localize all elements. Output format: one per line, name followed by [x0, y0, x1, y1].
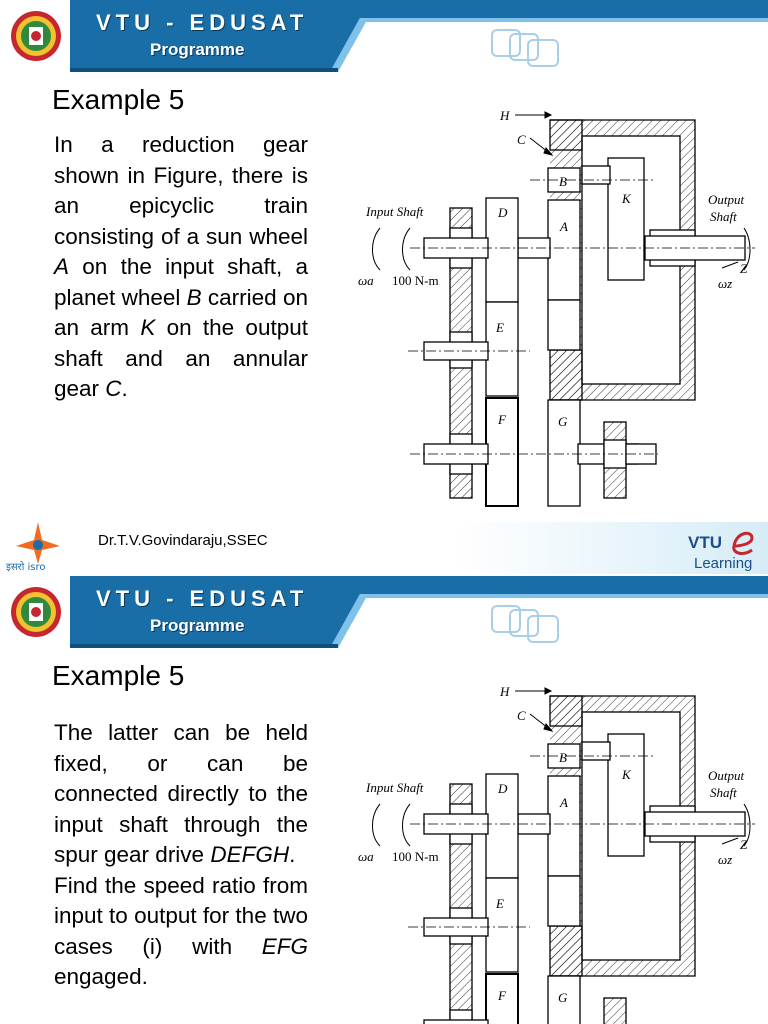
- slide-heading: Example 5: [52, 84, 185, 115]
- label-d: D: [498, 781, 508, 796]
- label-output-shaft-2: Shaft: [710, 209, 737, 224]
- label-output-shaft-1: Output: [708, 192, 745, 207]
- banner-subtitle: Programme: [150, 616, 245, 635]
- vtu-emblem-icon: [10, 586, 62, 638]
- label-a: A: [560, 795, 568, 810]
- isro-logo-icon: [4, 520, 72, 572]
- label-a: A: [560, 219, 568, 234]
- label-k: K: [622, 191, 631, 206]
- slide-footer: [0, 518, 768, 576]
- svg-text:इसरो isro: इसरो isro: [6, 562, 46, 572]
- label-k: K: [622, 767, 631, 782]
- label-input-shaft: Input Shaft: [366, 780, 424, 795]
- label-d: D: [498, 205, 508, 220]
- label-g: G: [558, 990, 568, 1005]
- label-z: Z: [740, 261, 748, 276]
- banner-title: VTU - EDUSAT: [96, 586, 309, 611]
- slide-heading: Example 5: [52, 660, 185, 691]
- label-omega-z: ωz: [718, 276, 733, 291]
- label-torque: 100 N-m: [392, 273, 439, 288]
- author-name: Dr.T.V.Govindaraju,SSEC: [98, 532, 268, 549]
- label-f: F: [498, 988, 506, 1003]
- label-h: H: [500, 108, 510, 123]
- label-output-shaft-1: Output: [708, 768, 745, 783]
- label-f: F: [498, 412, 506, 427]
- label-b: B: [559, 174, 567, 189]
- label-e: E: [496, 896, 504, 911]
- banner-subtitle: Programme: [150, 40, 245, 59]
- label-e: E: [496, 320, 504, 335]
- label-g: G: [558, 414, 568, 429]
- slide-body-text: In a reduction gear shown in Figure, there is an epicyclic train consisting of a sun wheel A on the input shaft, a planet wheel B carried on an arm K on the output shaft and an annular gear C.: [54, 132, 308, 401]
- slide-2: [0, 576, 768, 1024]
- label-omega-z: ωz: [718, 852, 733, 867]
- label-input-shaft: Input Shaft: [366, 204, 424, 219]
- svg-text:Learning: Learning: [694, 555, 753, 572]
- vtu-emblem-icon: [10, 10, 62, 62]
- svg-text:VTU: VTU: [688, 533, 722, 552]
- label-h: H: [500, 684, 510, 699]
- label-c: C: [517, 708, 526, 723]
- vtu-elearning-logo-icon: [686, 526, 764, 572]
- label-z: Z: [740, 837, 748, 852]
- label-omega-a: ωa: [358, 273, 374, 288]
- label-output-shaft-2: Shaft: [710, 785, 737, 800]
- banner-title: VTU - EDUSAT: [96, 10, 309, 35]
- gear-train-diagram: [350, 676, 760, 1024]
- slide-body-text: The latter can be held fixed, or can be connected directly to the input shaft through the spur gear drive DEFGH. Find the speed ratio from input to output for the two cases (i) with EFG engaged.: [54, 720, 308, 989]
- label-omega-a: ωa: [358, 849, 374, 864]
- label-c: C: [517, 132, 526, 147]
- gear-train-diagram: [350, 100, 760, 510]
- label-b: B: [559, 750, 567, 765]
- label-torque: 100 N-m: [392, 849, 439, 864]
